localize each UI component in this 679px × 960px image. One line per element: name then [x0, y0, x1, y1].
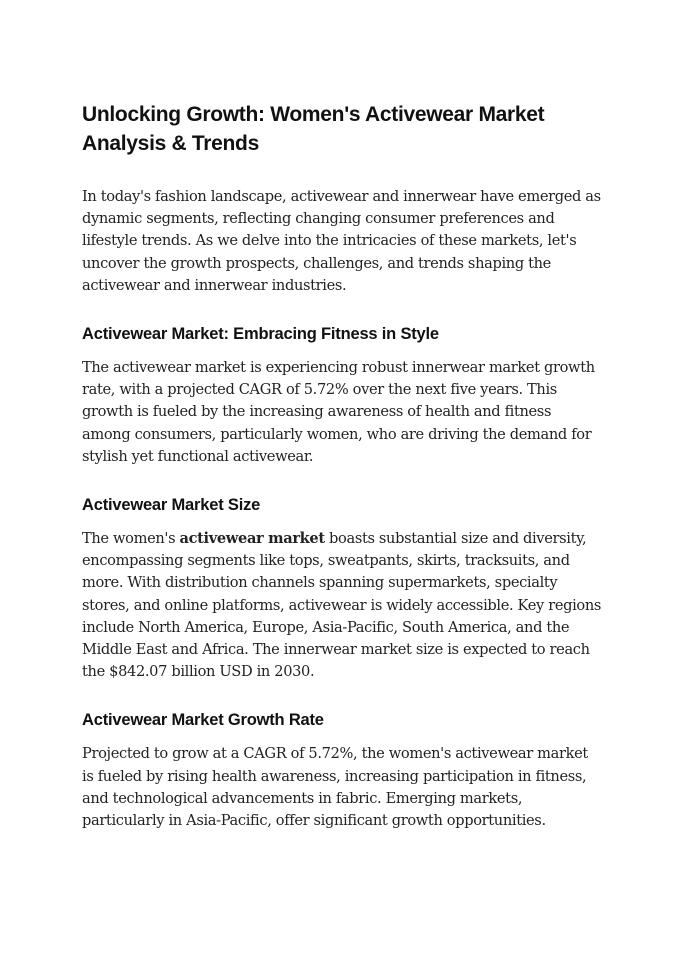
section-body-market-size	[82, 528, 602, 683]
body-text-before: The women's	[82, 530, 180, 548]
document-page	[82, 100, 602, 832]
bold-keyword: activewear market	[179, 530, 325, 548]
section-heading-market-size: Activewear Market Size	[82, 496, 261, 515]
page-title: Unlocking Growth: Women's Activewear Market Analysis & Trends	[82, 103, 545, 155]
section-heading-growth-rate: Activewear Market Growth Rate	[82, 711, 324, 730]
section-heading-fitness: Activewear Market: Embracing Fitness in Style	[82, 325, 439, 344]
section-body-fitness: The activewear market is experiencing robust innerwear market growth rate, with a projected CAGR of 5.72% over the next five years. This growth is fueled by the increasing awareness of health and fitness among consumers, particularly women, who are driving the demand for stylish yet functional activewear.	[82, 359, 595, 465]
section-body-growth-rate: Projected to grow at a CAGR of 5.72%, the women's activewear market is fueled by rising health awareness, increasing participation in fitness, and technological advancements in fabric. Emerging markets, particularly in Asia-Pacific, offer significant growth opportunities.	[82, 745, 588, 830]
body-text-after: boasts substantial size and diversity, encompassing segments like tops, sweatpants, skirts, tracksuits, and more. With distribution channels spanning supermarkets, specialty stores, and online platforms, activewear is widely accessible. Key regions include North America, Europe, Asia-Pacific, South America, and the Middle East and Africa. The innerwear market size is expected to reach the $842.07 billion USD in 2030.	[82, 530, 602, 681]
intro-paragraph: In today's fashion landscape, activewear and innerwear have emerged as dynamic segments, reflecting changing consumer preferences and lifestyle trends. As we delve into the intricacies of these markets, let's uncover the growth prospects, challenges, and trends shaping the activewear and innerwear industries.	[82, 188, 601, 294]
